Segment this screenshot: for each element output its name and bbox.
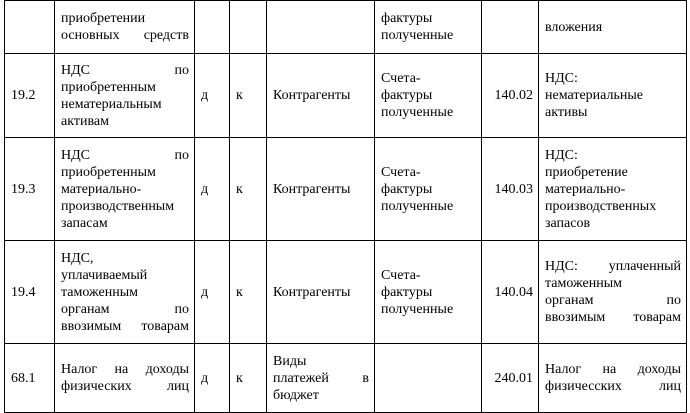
account-cell: 19.4	[5, 241, 55, 344]
cell-line: фактуры	[381, 11, 433, 26]
analytics2-cell	[375, 1, 482, 54]
cell-line: уплачиваемый	[61, 267, 148, 283]
cell-line: Налог на доходы	[545, 362, 681, 377]
cell-line: полученные	[381, 105, 454, 120]
name-cell	[55, 344, 195, 413]
code-cell: 240.01	[482, 344, 539, 413]
table-row	[5, 241, 687, 344]
cell-line: Виды	[273, 353, 307, 369]
cell-line: органам по	[61, 301, 189, 317]
description-cell	[539, 54, 687, 138]
account-cell: 68.1	[5, 344, 55, 413]
cell-line: физичесских лиц	[545, 379, 681, 394]
cell-line: производственных	[545, 198, 657, 214]
account-cell: 19.3	[5, 138, 55, 241]
debit-cell: д	[195, 138, 230, 241]
cell-line: приобретении	[61, 11, 146, 26]
cell-line: фактуры	[381, 284, 433, 300]
cell-line: Налог на доходы	[61, 362, 189, 377]
cell-line: бюджет	[273, 387, 319, 403]
cell-line: приобретение	[545, 164, 628, 180]
analytics2-cell	[375, 241, 482, 344]
cell-line: таможенным	[545, 276, 622, 291]
credit-cell: к	[230, 344, 267, 413]
code-cell: 140.03	[482, 138, 539, 241]
cell-line: материально-	[61, 181, 142, 197]
analytics1-cell	[267, 54, 375, 138]
analytics1-cell	[267, 138, 375, 241]
credit-cell: к	[230, 138, 267, 241]
cell-line: Контрагенты	[273, 181, 351, 197]
description-cell	[539, 1, 687, 54]
cell-line: полученные	[381, 198, 454, 214]
cell-line: полученные	[381, 28, 454, 43]
cell-line: органам по	[545, 293, 681, 308]
cell-line: таможенным	[61, 284, 138, 300]
debit-cell: д	[195, 241, 230, 344]
credit-cell: к	[230, 54, 267, 138]
cell-line: фактуры	[381, 88, 433, 103]
cell-line: запасам	[61, 215, 108, 231]
table-body	[5, 1, 687, 413]
cell-line: материально-	[545, 181, 626, 197]
analytics2-cell	[375, 54, 482, 138]
cell-line: Контрагенты	[273, 284, 351, 300]
cell-line: НДС:	[545, 71, 578, 86]
debit-cell: д	[195, 54, 230, 138]
cell-line: вложения	[545, 19, 603, 35]
table-row	[5, 138, 687, 241]
cell-line: активам	[61, 113, 109, 129]
table-row	[5, 54, 687, 138]
cell-line: нематериальным	[61, 96, 162, 112]
cell-line: ввозимым товарам	[61, 318, 189, 334]
description-cell	[539, 344, 687, 413]
code-cell: 140.02	[482, 54, 539, 138]
credit-cell: к	[230, 241, 267, 344]
cell-line: Счета-	[381, 267, 421, 283]
cell-line: НДС:	[545, 147, 578, 163]
account-cell: 19.2	[5, 54, 55, 138]
cell-line: Контрагенты	[273, 88, 351, 103]
cell-line: полученные	[381, 301, 454, 317]
debit-cell	[195, 1, 230, 54]
name-cell	[55, 1, 195, 54]
cell-line: активы	[545, 105, 588, 120]
analytics2-cell	[375, 138, 482, 241]
analytics2-cell	[375, 344, 482, 413]
cell-line: платежей в	[273, 370, 369, 386]
description-cell	[539, 138, 687, 241]
table-row	[5, 1, 687, 54]
cell-line: НДС,	[61, 250, 94, 266]
cell-line: Счета-	[381, 71, 421, 86]
debit-cell: д	[195, 344, 230, 413]
credit-cell	[230, 1, 267, 54]
cell-line: фактуры	[381, 181, 433, 197]
description-cell	[539, 241, 687, 344]
table-row	[5, 344, 687, 413]
name-cell	[55, 138, 195, 241]
cell-line: приобретенным	[61, 164, 156, 180]
cell-line: запасов	[545, 215, 591, 231]
cell-line: приобретенным	[61, 79, 156, 95]
accounts-table	[4, 0, 687, 413]
cell-line: физических лиц	[61, 379, 189, 394]
analytics1-cell	[267, 241, 375, 344]
cell-line: ввозимым товарам	[545, 310, 681, 325]
cell-line: НДС по	[61, 147, 189, 163]
code-cell: 140.04	[482, 241, 539, 344]
cell-line: нематериальные	[545, 88, 643, 103]
name-cell	[55, 54, 195, 138]
cell-line: НДС: уплаченный	[545, 259, 681, 274]
cell-line: НДС по	[61, 62, 189, 78]
analytics1-cell	[267, 344, 375, 413]
analytics1-cell	[267, 1, 375, 54]
cell-line: производственным	[61, 198, 175, 214]
cell-line: основных средств	[61, 28, 189, 43]
cell-line: Счета-	[381, 164, 421, 180]
account-cell	[5, 1, 55, 54]
code-cell	[482, 1, 539, 54]
name-cell	[55, 241, 195, 344]
